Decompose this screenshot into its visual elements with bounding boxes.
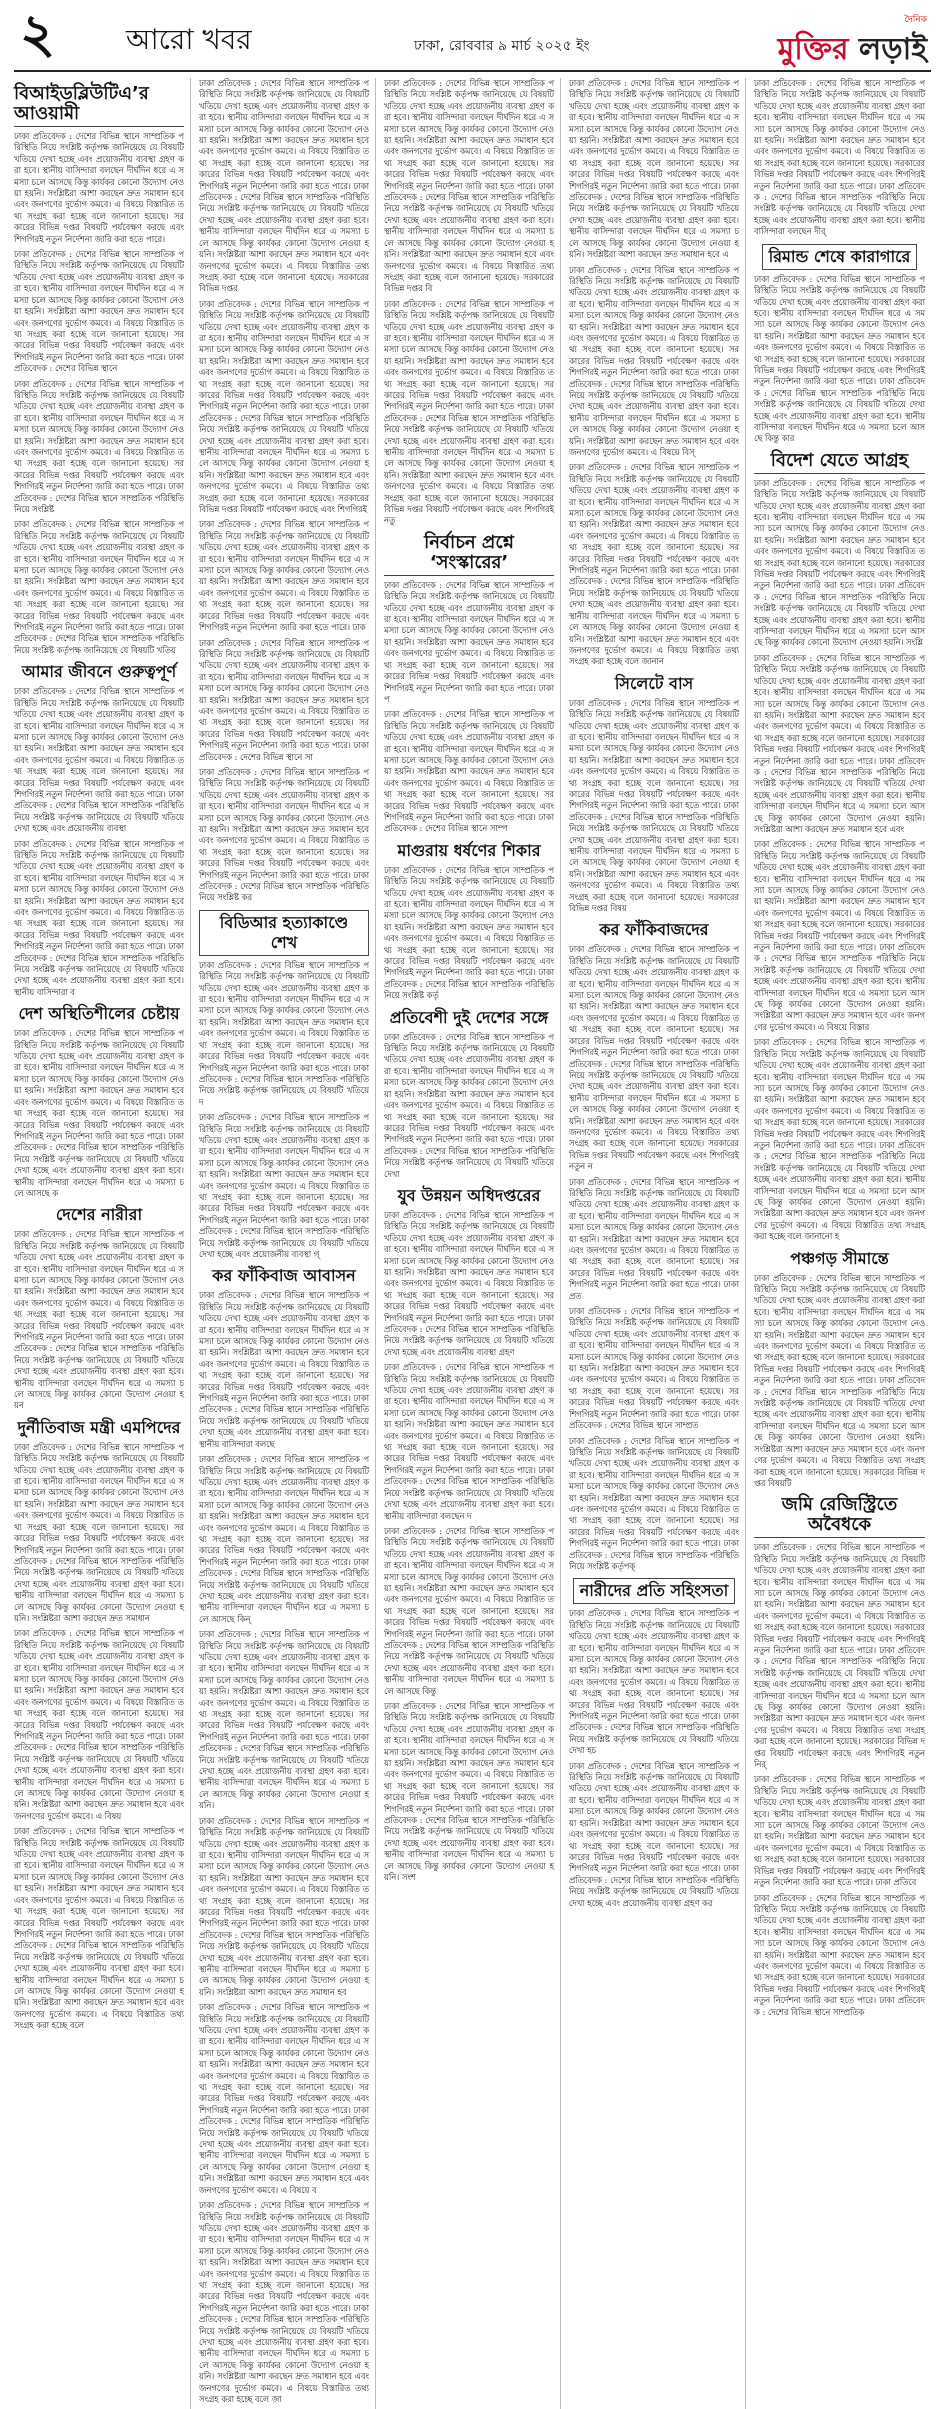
article-body: ঢাকা প্রতিবেদক : দেশের বিভিন্ন স্থানে সাম্প্রতিক পরিস্থিতি নিয়ে সংশ্লিষ্ট কর্তৃপক্ষ জানিয়েছে যে বিষয়টি খতিয়ে দেখা হচ্ছে এবং প্রয়োজনীয় ব্যবস্থা গ্রহণ করা হবে। স্থানীয় বাসিন্দারা বলছেন দীর্ঘদিন ধরে এ সমস্যা চলে আসছে কিন্তু কার্যকর কোনো উদ্যোগ নেওয়া হয়নি। সংশ্লিষ্টরা আশা করছেন দ্রুত সমাধান হবে এবং জনগণের দুর্ভোগ কমবে। এ বিষয়ে বিস্তারিত তথ্য সংগ্রহ করা হচ্ছে বলে জানানো হয়েছে। সরকারের বিভিন্ন দপ্তর বিষয়টি পর্যবেক্ষণ করছে এবং শিগগিরই নতুন নির্দেশনা জারি করা হতে পারে। ঢাকা প্রতিবেদক : দেশের বিভিন্ন স্থানে সাম্প্রতিক পরিস্থিতি নিয়ে সংশ্লিষ্ট কর্তৃপক্ষ জানিয়েছে যে বিষয়টি খতিয়ে দেখা হচ্ছে এবং প্রয়োজনীয় ব্যবস্থা গ্রহণ করা হবে। স্থানীয় বাসিন্দারা বলছেন দ [384,1362,554,1521]
article-body: ঢাকা প্রতিবেদক : দেশের বিভিন্ন স্থানে সাম্প্রতিক পরিস্থিতি নিয়ে সংশ্লিষ্ট কর্তৃপক্ষ জানিয়েছে যে বিষয়টি খতিয়ে দেখা হচ্ছে এবং প্রয়োজনীয় ব্যবস্থা গ্রহণ করা হবে। স্থানীয় বাসিন্দারা বলছেন দীর্ঘদিন ধরে এ সমস্যা চলে আসছে কিন্তু কার্যকর কোনো উদ্যোগ নেওয়া হয়নি। সংশ্লিষ্টরা আশা করছেন দ্রুত সমাধান হবে এবং জনগণের দুর্ভোগ কমবে। এ বিষয়ে বিস্তারিত তথ্য সংগ্রহ করা হচ্ছে বলে জানানো হয়েছে। সরকারের বিভিন্ন দপ্তর বিষয়টি পর্যবেক্ষণ করছে এবং শিগগিরই নতুন নির্দেশনা জারি করা হতে পারে। ঢাকা প্রতিবেদক : দেশের বিভিন্ন স্থানে সাম্প্রতিক পরিস্থিতি নিয়ে সংশ্লিষ্ট কর্তৃপক্ষ জানিয়েছে যে বিষয়টি খতিয়ে দেখা হচ্ছে এবং প্রয়োজনীয় ব্যবস্থা গ্রহণ করা হবে। স্থানীয় বাসিন্দারা বলছেন দীর্ঘদিন ধরে এ সমস্যা চলে আসছে কিন্তু কার্যকর কোনো উদ্যোগ নেওয়া হয়নি। সংশ্লিষ্টরা আশা করছেন দ্রুত সমাধান হবে এবং জনগণের দুর্ভোগ কমবে। এ বিষয়ে বিস্তারিত তথ্য সংগ্রহ করা হচ্ছে বলে জানানো হয়েছে। সরকারের বিভিন্ন দপ্তর বিষয়টি পর্যবেক্ষণ করছে এবং শিগগিরই নতুন ন [569,944,739,1172]
article-body: ঢাকা প্রতিবেদক : দেশের বিভিন্ন স্থানে সাম্প্রতিক পরিস্থিতি নিয়ে সংশ্লিষ্ট কর্তৃপক্ষ জানিয়েছে যে বিষয়টি খতিয়ে দেখা হচ্ছে এবং প্রয়োজনীয় ব্যবস্থা গ্রহণ করা হবে। স্থানীয় বাসিন্দারা বলছেন দীর্ঘদিন ধরে এ সমস্যা চলে আসছে কিন্তু কার্যকর কোনো উদ্যোগ নেওয়া হয়নি। সংশ্লিষ্টরা আশা করছেন দ্রুত সমাধান হবে এবং জনগণের দুর্ভোগ কমবে। এ বিষয়ে বিস্তারিত তথ্য সংগ্রহ করা হচ্ছে বলে জানানো হয়েছে। সরকারের বিভিন্ন দপ্তর বিষয়টি পর্যবেক্ষণ করছে এবং শিগগিরই নতুন নির্দেশনা জারি করা হতে পারে। ঢাকা প্রতিবেদক : দেশের বিভিন্ন স্থানে সাম্প্রতিক পরিস্থিতি নিয়ে সংশ্লিষ্ট কর্তৃপক্ষ জানিয়েছে যে বিষয়টি খতিয়ে দেখা হচ্ছে এবং প্রয়োজনীয় ব্যবস্থা গ্রহণ করা হবে। স্থানীয় বাসিন্দারা ব [14,838,184,997]
article-body: ঢাকা প্রতিবেদক : দেশের বিভিন্ন স্থানে সাম্প্রতিক পরিস্থিতি নিয়ে সংশ্লিষ্ট কর্তৃপক্ষ জানিয়েছে যে বিষয়টি খতিয়ে দেখা হচ্ছে এবং প্রয়োজনীয় ব্যবস্থা গ্রহণ করা হবে। স্থানীয় বাসিন্দারা বলছেন দীর্ঘদিন ধরে এ সমস্যা চলে আসছে কিন্তু কার্যকর কোনো উদ্যোগ নেওয়া হয়নি। সংশ্লিষ্টরা আশা করছেন দ্রুত সমাধান হবে এবং জনগণের দুর্ভোগ কমবে। এ বিষয়ে বিস্তারিত তথ্য সংগ্রহ করা হচ্ছে বলে জানানো হয়েছে। সরকারের বিভিন্ন দপ্তর বিষয়টি পর্যবেক্ষণ করছে এবং শিগগিরই নতুন নির্দেশনা জারি করা হতে পারে। ঢাকা প্রতিবেদক : দেশের বিভিন্ন স্থানে সাম্প্রতিক পরিস্থিতি নিয়ে সংশ্লিষ্ট কর্তৃপক্ষ জানিয়েছে যে বিষয়টি খতিয়ে দেখা হচ্ছে এবং প্রয়োজনীয় ব্যবস্থা গ্রহণ করা হবে। স্থানীয় বাসিন্দারা বলছেন দীর্ঘদিন ধরে এ সমস্যা চলে আসছে কিন্তু কার্যকর কোনো উদ্যোগ নেওয়া হয়নি। সংশ্লিষ্টরা আশা করছেন দ্রুত সমাধান হবে এবং জনগণের দুর্ভোগ কমবে। এ বিষয়ে বিস্তারিত তথ্য সংগ্রহ করা হচ্ছে বলে জানানো হ [754,1037,925,1242]
headline: কর ফাঁকিবাজদের [599,920,709,940]
headline: দুর্নীতিবাজ মন্ত্রী এমপিদের [17,1417,181,1437]
article-body: ঢাকা প্রতিবেদক : দেশের বিভিন্ন স্থানে সাম্প্রতিক পরিস্থিতি নিয়ে সংশ্লিষ্ট কর্তৃপক্ষ জানিয়েছে যে বিষয়টি খতিয়ে দেখা হচ্ছে এবং প্রয়োজনীয় ব্যবস্থা গ্রহণ করা হবে। স্থানীয় বাসিন্দারা বলছেন দীর্ঘদিন ধরে এ সমস্যা চলে আসছে কিন্তু কার্যকর কোনো উদ্যোগ নেওয়া হয়নি। সংশ্লিষ্টরা আশা করছেন দ্রুত সমাধান হবে এবং জনগণের দুর্ভোগ কমবে। এ বিষয়ে বিস্তারিত তথ্য সংগ্রহ করা হচ্ছে বলে জানানো হয়েছে। সরকারের বিভিন্ন দপ্তর বিষয়টি পর্যবেক্ষণ করছে এবং শিগগিরই নতুন নির্দেশনা জারি করা হতে পারে। ঢাকা প্রতিবেদক : দেশের বিভিন্ন স্থানে সাম্প্রতিক পরিস্থিতি নিয়ে সংশ্লিষ্ট কর্তৃপক্ষ জানিয়েছে যে বিষয়টি খতিয়ে দেখা হচ্ছে এবং প্রয়োজনীয় ব্যবস্থা গ্রহণ করা হবে। স্থানীয় বাসিন্দারা বলছেন দীর্ঘদিন ধরে এ সমস্যা চলে আসছে কিন্তু কার্যকর কোনো উদ্যোগ নেওয়া হয়নি। সংশ্লিষ্টরা আশা করছেন দ্রুত সমাধান হবে এবং জনগণের দুর্ভোগ কমবে। এ বিষয়ে বিস্তারিত তথ্য সংগ্রহ করা হচ্ছে বলে জানানো হয়েছে। সরকারের বিভিন্ন দপ্তর বিষয় [569,697,739,914]
article-body: ঢাকা প্রতিবেদক : দেশের বিভিন্ন স্থানে সাম্প্রতিক পরিস্থিতি নিয়ে সংশ্লিষ্ট কর্তৃপক্ষ জানিয়েছে যে বিষয়টি খতিয়ে দেখা হচ্ছে এবং প্রয়োজনীয় ব্যবস্থা গ্রহণ করা হবে। স্থানীয় বাসিন্দারা বলছেন দীর্ঘদিন ধরে এ সমস্যা চলে আসছে কিন্তু কার্যকর কোনো উদ্যোগ নেওয়া হয়নি। সংশ্লিষ্টরা আশা করছেন দ্রুত সমাধান হবে এবং জনগণের দুর্ভোগ কমবে। এ বিষয়ে বিস্তারিত তথ্য সংগ্রহ করা হচ্ছে বলে জানানো হয়েছে। সরকারের বিভিন্ন দপ্তর বিষয়টি পর্যবেক্ষণ করছে এবং শিগগিরই নতুন নির্দেশনা জারি করা হতে পারে। ঢাকা প্রতিবেদক : দেশের বিভিন্ন স্থানে সাম্প্রতিক পরিস্থিতি নিয়ে সংশ্লিষ্ট কর্তৃপক্ষ জানিয়েছে যে বিষয়টি খতিয়ে দ [199,959,369,1107]
article-body: ঢাকা প্রতিবেদক : দেশের বিভিন্ন স্থানে সাম্প্রতিক পরিস্থিতি নিয়ে সংশ্লিষ্ট কর্তৃপক্ষ জানিয়েছে যে বিষয়টি খতিয়ে দেখা হচ্ছে এবং প্রয়োজনীয় ব্যবস্থা গ্রহণ করা হবে। স্থানীয় বাসিন্দারা বলছেন দীর্ঘদিন ধরে এ সমস্যা চলে আসছে কিন্তু কার্যকর কোনো উদ্যোগ নেওয়া হয়নি। সংশ্লিষ্টরা আশা করছেন দ্রুত সমাধান হবে এবং জনগণের দুর্ভোগ কমবে। এ বিষয়ে বিস্তারিত তথ্য সংগ্রহ করা হচ্ছে বলে জানানো হয়েছে। সরকারের বিভিন্ন দপ্তর বিষয়টি পর্যবেক্ষণ করছে এবং শিগগিরই নতুন নির্দেশনা জারি করা হতে পারে। ঢাকা প্রতিবেদক : দেশের বিভিন্ন স্থানে সাম্প্রতিক পরিস্থিতি নিয়ে সংশ্লিষ্ট কর্তৃপক্ষ জানিয়েছে যে বিষয়টি খতিয়ে দেখা হচ্ছে এবং প্রয়োজনীয় ব্যবস্থা [14,686,184,834]
headline: দেশের নারীরা [55,1205,143,1225]
column-5 [754,78,931,2409]
headline: রিমান্ড শেষে কারাগারে [762,244,918,270]
article-body: ঢাকা প্রতিবেদক : দেশের বিভিন্ন স্থানে সাম্প্রতিক পরিস্থিতি নিয়ে সংশ্লিষ্ট কর্তৃপক্ষ জানিয়েছে যে বিষয়টি খতিয়ে দেখা হচ্ছে এবং প্রয়োজনীয় ব্যবস্থা গ্রহণ করা হবে। স্থানীয় বাসিন্দারা বলছেন দীর্ঘদিন ধরে এ সমস্যা চলে আসছে কিন্তু কার্যকর কোনো উদ্যোগ নেওয়া হয়নি। সংশ্লিষ্টরা আশা করছেন দ্রুত সমাধান হবে এবং জনগণের দুর্ভোগ কমবে। এ বিষয়ে বিস্তারিত তথ্য সংগ্রহ করা হচ্ছে বলে জানানো হয়েছে। সরকারের বিভিন্ন দপ্তর বিষয়টি পর্যবেক্ষণ করছে এবং শিগগিরই নতুন নির্দেশনা জারি করা হতে পারে। ঢাকা প্রতিবেদক : দেশের বিভিন্ন স্থানে সাম্প্রতিক [754,1892,925,2017]
headline: মাগুরায় ধর্ষণের শিকার [397,840,541,860]
article-body: ঢাকা প্রতিবেদক : দেশের বিভিন্ন স্থানে সাম্প্রতিক পরিস্থিতি নিয়ে সংশ্লিষ্ট কর্তৃপক্ষ জানিয়েছে যে বিষয়টি খতিয়ে দেখা হচ্ছে এবং প্রয়োজনীয় ব্যবস্থা গ্রহণ করা হবে। স্থানীয় বাসিন্দারা বলছেন দীর্ঘদিন ধরে এ সমস্যা চলে আসছে কিন্তু কার্যকর কোনো উদ্যোগ নেওয়া হয়নি। সংশ্লিষ্টরা আশা করছেন দ্রুত সমাধান হবে এবং জনগণের দুর্ভোগ কমবে। এ বিষয়ে বিস্তারিত তথ্য সংগ্রহ করা হচ্ছে বলে জানানো হয়েছে। সরকারের বিভিন্ন দপ্তর বিষয়টি পর্যবেক্ষণ করছে এবং শিগগিরই নতুন নির্দেশনা জারি করা হতে পারে। ঢাকা প্রতিবেদক : দেশের বিভিন্ন স্থানে সাম্প্রতিক পরিস্থিতি নিয়ে সংশ্লিষ্ট কর্তৃপক্ষ জানিয়েছে যে বিষয়টি খতিয়ে দেখা হচ্ছে এবং প্রয়োজনীয় ব্যবস্থা গ্রহণ করা হবে। স্থানীয় বাসিন্দারা বলছেন দীর্ঘদিন ধরে এ সমস্যা চলে আসছে কিন্ [199,1454,369,1624]
article-body: ঢাকা প্রতিবেদক : দেশের বিভিন্ন স্থানে সাম্প্রতিক পরিস্থিতি নিয়ে সংশ্লিষ্ট কর্তৃপক্ষ জানিয়েছে যে বিষয়টি খতিয়ে দেখা হচ্ছে এবং প্রয়োজনীয় ব্যবস্থা গ্রহণ করা হবে। স্থানীয় বাসিন্দারা বলছেন দীর্ঘদিন ধরে এ সমস্যা চলে আসছে কিন্তু কার্যকর কোনো উদ্যোগ নেওয়া হয়নি। সংশ্লিষ্টরা আশা করছেন দ্রুত সমাধান হবে এবং জনগণের দুর্ভোগ কমবে। এ বিষয়ে বিস্তারিত তথ্য সংগ্রহ করা হচ্ছে বলে জানানো হয়েছে। সরকারের বিভিন্ন দপ্তর বিষয়টি পর্যবেক্ষণ করছে এবং শিগগিরই নতুন নির্দেশনা জারি করা হতে পারে। ঢাকা প্রতিবেদক : দেশের বিভিন্ন স্থানে সাম্প্রতিক পরিস্থিতি নিয়ে সংশ্লিষ্ট কর্তৃপক্ষ জানিয়েছে যে বিষয়টি খতিয়ে দেখা হচ্ছে এবং প্রয়োজনীয় ব্যবস্থা গ্রহণ করা হবে। স্থানীয় বাসিন্দারা বলছেন দীর্ঘদিন ধরে এ সমস্যা চলে আসছে কিন্তু কার্যকর কোনো উদ্যোগ নেওয়া হয়নি। সংশ্লিষ্টরা আশা করছেন দ্রুত সমাধান হবে এবং জনগণের দুর্ভোগ কমবে। এ বিষয়ে বিস্তারিত তথ্য সংগ্রহ করা হচ্ছে বলে জানানো হয়েছে। সরকারের বিভিন্ন দপ্তর বিষয়টি পর্যবেক্ষণ করছে এবং শিগগিরই নতুন নির্ [754,1542,925,1770]
headline: পঞ্চগড় সীমান্তে [790,1248,889,1268]
headline: নির্বাচন প্রশ্নে ‘সংস্কারের’ [384,533,554,576]
article-body: ঢাকা প্রতিবেদক : দেশের বিভিন্ন স্থানে সাম্প্রতিক পরিস্থিতি নিয়ে সংশ্লিষ্ট কর্তৃপক্ষ জানিয়েছে যে বিষয়টি খতিয়ে দেখা হচ্ছে এবং প্রয়োজনীয় ব্যবস্থা গ্রহণ করা হবে। স্থানীয় বাসিন্দারা বলছেন দীর্ঘদিন ধরে এ সমস্যা চলে আসছে কিন্তু কার্যকর কোনো উদ্যোগ নেওয়া হয়নি। সংশ্লিষ্টরা আশা করছেন দ্রুত সমাধান হবে এবং জনগণের দুর্ভোগ কমবে। এ বিষয়ে বিস্তারিত তথ্য সংগ্রহ করা হচ্ছে বলে জানানো হয়েছে। সরকারের বিভিন্ন দপ্তর বিষয়টি পর্যবেক্ষণ করছে এবং শিগগিরই নতুন নির্দেশনা জারি করা হতে পারে। ঢাকা প্রতিবেদক : দেশের বিভিন্ন স্থানে সাম্প্রতিক পরিস্থিতি নিয়ে সংশ্লিষ্ট কর্তৃপক্ষ জানিয়েছে যে বিষয়টি খতিয়ে দেখা হচ্ছে এবং প্রয়োজনীয় ব্যবস্থা গ্রহণ করা হবে। স্থানীয় বাসিন্দারা বলছেন দীর্ঘদিন ধরে এ সমস্যা চলে আসছে ক [14,1028,184,1198]
headline: বিদেশ যেতে আগ্রহ [754,451,925,474]
article-body: ঢাকা প্রতিবেদক : দেশের বিভিন্ন স্থানে সাম্প্রতিক পরিস্থিতি নিয়ে সংশ্লিষ্ট কর্তৃপক্ষ জানিয়েছে যে বিষয়টি খতিয়ে দেখা হচ্ছে এবং প্রয়োজনীয় ব্যবস্থা গ্রহণ করা হবে। স্থানীয় বাসিন্দারা বলছেন দীর্ঘদিন ধরে এ সমস্যা চলে আসছে কিন্তু কার্যকর কোনো উদ্যোগ নেওয়া হয়নি। সংশ্লিষ্টরা আশা করছেন দ্রুত সমাধান হবে এবং জনগণের দুর্ভোগ কমবে। এ বিষয়ে বিস্তারিত তথ্য সংগ্রহ করা হচ্ছে বলে জানানো হয়েছে। সরকারের বিভিন্ন দপ্তর বিষয়টি পর্যবেক্ষণ করছে এবং শিগগিরই নতুন নির্দেশনা জারি করা হতে পারে। ঢাকা প্রতিবেদক : দেশের বিভিন্ন স্থানে সাম্প্রতিক পরিস্থিতি নিয়ে সংশ্লিষ্ট কর্তৃপক্ষ জানিয়েছে যে বিষয়টি খতিয়ে দেখা হচ্ছে এবং প্রয়োজনীয় ব্যবস্থা গ্রহণ করা হবে। স্থানীয় বাসিন্দারা বলছেন দীর্ঘদিন ধরে এ সমস্যা চলে আসছে কিন্তু কার্যকর কোনো উদ্যোগ নেওয়া হয়নি। সংশ [384,1701,554,1883]
article-body: ঢাকা প্রতিবেদক : দেশের বিভিন্ন স্থানে সাম্প্রতিক পরিস্থিতি নিয়ে সংশ্লিষ্ট কর্তৃপক্ষ জানিয়েছে যে বিষয়টি খতিয়ে দেখা হচ্ছে এবং প্রয়োজনীয় ব্যবস্থা গ্রহণ করা হবে। স্থানীয় বাসিন্দারা বলছেন দীর্ঘদিন ধরে এ সমস্যা চলে আসছে কিন্তু কার্যকর কোনো উদ্যোগ নেওয়া হয়নি। সংশ্লিষ্টরা আশা করছেন দ্রুত সমাধান হবে এবং জনগণের দুর্ভোগ কমবে। এ বিষয়ে বিস্তারিত তথ্য সংগ্রহ করা হচ্ছে বলে জানানো হয়েছে। সরকারের বিভিন্ন দপ্তর বিষয়টি পর্যবেক্ষণ করছে এবং শিগগিরই নতুন নির্দেশনা জারি করা হতে পারে। ঢাকা প্রত [569,1176,739,1301]
article-body: ঢাকা প্রতিবেদক : দেশের বিভিন্ন স্থানে সাম্প্রতিক পরিস্থিতি নিয়ে সংশ্লিষ্ট কর্তৃপক্ষ জানিয়েছে যে বিষয়টি খতিয়ে দেখা হচ্ছে এবং প্রয়োজনীয় ব্যবস্থা গ্রহণ করা হবে। স্থানীয় বাসিন্দারা বলছেন দীর্ঘদিন ধরে এ সমস্যা চলে আসছে কিন্তু কার্যকর কোনো উদ্যোগ নেওয়া হয়নি। সংশ্লিষ্টরা আশা করছেন দ্রুত সমাধান হবে এবং জনগণের দুর্ভোগ কমবে। এ বিষয়ে বিস্তারিত তথ্য সংগ্রহ করা হচ্ছে বলে জানানো হয়েছে। সরকারের বিভিন্ন দপ্তর বিষয়টি পর্যবেক্ষণ করছে এবং শিগগিরই নতুন নির্দেশনা জারি করা হতে পারে। ঢাকা প্রতিবেদক : দেশের বিভিন্ন স্থানে সাম্প্রতিক পরিস্থিতি নিয়ে সংশ্লিষ্ট কর্তৃপক্ষ জানিয়েছে যে বিষয়টি খতিয়ে দেখা হচ্ছে এবং প্রয়োজনীয় ব্যবস্থা গ্রহণ করা হবে। স্থানীয় বাসিন্দারা বলছেন দীর্ঘদিন ধরে এ সমস্যা চলে আসছে কিন্তু কার্যকর কোনো উদ্যোগ নেওয়া হয়নি। সংশ্লিষ্টরা আশা করছেন দ্রুত সমাধান হব [199,1815,369,1997]
headline: দেশ অস্থিতিশীলের চেষ্টায় [18,1004,180,1024]
headline: কর ফাঁকিবাজ আবাসন [212,1266,356,1286]
column-1 [14,78,191,2409]
article-body: ঢাকা প্রতিবেদক : দেশের বিভিন্ন স্থানে সাম্প্রতিক পরিস্থিতি নিয়ে সংশ্লিষ্ট কর্তৃপক্ষ জানিয়েছে যে বিষয়টি খতিয়ে দেখা হচ্ছে এবং প্রয়োজনীয় ব্যবস্থা গ্রহণ করা হবে। স্থানীয় বাসিন্দারা বলছেন দীর্ঘদিন ধরে এ সমস্যা চলে আসছে কিন্তু কার্যকর কোনো উদ্যোগ নেওয়া হয়নি। সংশ্লিষ্টরা আশা করছেন দ্রুত সমাধান হবে এবং জনগণের দুর্ভোগ কমবে। এ বিষয়ে বিস্তারিত তথ্য সংগ্রহ করা হচ্ছে বলে জানানো হয়েছে। সরকারের বিভিন্ন দপ্তর বিষয়টি পর্যবেক্ষণ করছে এবং শিগগিরই নতুন নির্দেশনা জারি করা হতে পারে। ঢাকা প্রতিবেদক : দেশের বিভিন্ন স্থানে সাম্প্রতিক পরিস্থিতি নিয়ে সংশ্লিষ্ট কর্তৃপক্ষ জানিয়েছে যে বিষয়টি খতিয়ে দেখা হচ্ছে এবং প্রয়োজনীয় ব্যবস্থা গ্রহণ করা হবে। স্থানীয় বাসিন্দারা বলছেন দীর্ঘদিন ধরে এ সমস্যা চলে আসছে কিন্তু কার্যকর কোনো উদ্যোগ নেওয়া হয়নি। সংশ্লিষ্টরা আশা করছেন দ্রুত সমাধান হবে এবং জনগণের দুর্ভোগ কমবে। এ বিষয়ে বিস্ [569,264,739,457]
article-body: ঢাকা প্রতিবেদক : দেশের বিভিন্ন স্থানে সাম্প্রতিক পরিস্থিতি নিয়ে সংশ্লিষ্ট কর্তৃপক্ষ জানিয়েছে যে বিষয়টি খতিয়ে দেখা হচ্ছে এবং প্রয়োজনীয় ব্যবস্থা গ্রহণ করা হবে। স্থানীয় বাসিন্দারা বলছেন দীর্ঘদিন ধরে এ সমস্যা চলে আসছে কিন্তু কার্যকর কোনো উদ্যোগ নেওয়া হয়নি। সংশ্লিষ্টরা আশা করছেন দ্রুত সমাধান হবে এবং জনগণের দুর্ভোগ কমবে। এ বিষয়ে বিস্তারিত তথ্য সংগ্রহ করা হচ্ছে বলে জানানো হয়েছে। সরকারের বিভিন্ন দপ্তর বিষয়টি পর্যবেক্ষণ করছে এবং শিগগিরই নতুন নির্দেশনা জারি করা হতে পারে। ঢাকা প্রতিবেদক : দেশের বিভিন্ন স্থানে সাম্প্রতিক পরিস্থিতি নিয়ে সংশ্লিষ্ট কর্তৃপক্ষ জানিয়েছে যে বিষয়টি খতিয়ে দেখা হচ্ছে এবং প্রয়োজনীয় ব্যবস্থা গ্রহণ করা হবে। স্থানীয় বাসিন্দারা বলছেন দীর্ঘদিন ধরে এ সমস্যা চলে আসছে কিন্তু [384,1525,554,1696]
headline: বিডিআর হত্যাকাণ্ডে শেখ [199,910,369,956]
article-body: ঢাকা প্রতিবেদক : দেশের বিভিন্ন স্থানে সাম্প্রতিক পরিস্থিতি নিয়ে সংশ্লিষ্ট কর্তৃপক্ষ জানিয়েছে যে বিষয়টি খতিয়ে দেখা হচ্ছে এবং প্রয়োজনীয় ব্যবস্থা গ্রহণ করা হবে। স্থানীয় বাসিন্দারা বলছেন দীর্ঘদিন ধরে এ সমস্যা চলে আসছে কিন্তু কার্যকর কোনো উদ্যোগ নেওয়া হয়নি। সংশ্লিষ্টরা আশা করছেন দ্রুত সমাধান হবে এবং জনগণের দুর্ভোগ কমবে। এ বিষয়ে বিস্তারিত তথ্য সংগ্রহ করা হচ্ছে বলে জানানো হয়েছে। সরকারের বিভিন্ন দপ্তর বিষয়টি পর্যবেক্ষণ করছে এবং শিগগিরই নতুন নির্দেশনা জারি করা হতে পারে। ঢাকা প্রতিবেদক : দেশের বিভিন্ন স্থানে সাম্প্রতিক পরিস্থিতি নিয়ে সংশ্লিষ্ট কর্তৃপক্ষ জানিয়েছে যে বিষয়টি খতিয়ে দেখা হচ্ছে এবং প্রয়োজনীয় ব্যবস্থা গ্রহণ করা হবে। স্থানীয় বাসিন্দারা বলছেন দীর্ [754,78,925,237]
article-body: ঢাকা প্রতিবেদক : দেশের বিভিন্ন স্থানে সাম্প্রতিক পরিস্থিতি নিয়ে সংশ্লিষ্ট কর্তৃপক্ষ জানিয়েছে যে বিষয়টি খতিয়ে দেখা হচ্ছে এবং প্রয়োজনীয় ব্যবস্থা গ্রহণ করা হবে। স্থানীয় বাসিন্দারা বলছেন দীর্ঘদিন ধরে এ সমস্যা চলে আসছে কিন্তু কার্যকর কোনো উদ্যোগ নেওয়া হয়নি। সংশ্লিষ্টরা আশা করছেন দ্রুত সমাধান হবে এবং জনগণের দুর্ভোগ কমবে। এ বিষয়ে বিস্তারিত তথ্য সংগ্রহ করা হচ্ছে বলে জানানো হয়েছে। সরকারের বিভিন্ন দপ্তর বিষয়টি পর্যবেক্ষণ করছে এবং শিগগিরই নতুন নির্দেশনা জারি করা হতে পারে। ঢাকা প্রতিবেদক : দেশের বিভিন্ন স্থানে সাম্প্রতিক পরিস্থিতি নিয়ে সংশ্লিষ্ট কর্তৃপক্ষ জানিয়েছে যে বিষয়টি খতিয়ে দেখা হচ্ছে এবং প্রয়োজনীয় ব্যবস্থা গ্রহণ করা হবে। স্থানীয় বাসিন্দারা বলছেন দীর্ঘদিন ধরে এ সমস্যা চলে আসছে কিন্তু কার [754,273,925,444]
article-body: ঢাকা প্রতিবেদক : দেশের বিভিন্ন স্থানে সাম্প্রতিক পরিস্থিতি নিয়ে সংশ্লিষ্ট কর্তৃপক্ষ জানিয়েছে যে বিষয়টি খতিয়ে দেখা হচ্ছে এবং প্রয়োজনীয় ব্যবস্থা গ্রহণ করা হবে। স্থানীয় বাসিন্দারা বলছেন দীর্ঘদিন ধরে এ সমস্যা চলে আসছে কিন্তু কার্যকর কোনো উদ্যোগ নেওয়া হয়নি। সংশ্লিষ্টরা আশা করছেন দ্রুত সমাধান হবে এবং জনগণের দুর্ভোগ কমবে। এ বিষয়ে বিস্তারিত তথ্য সংগ্রহ করা হচ্ছে বলে জানানো হয়েছে। সরকারের বিভিন্ন দপ্তর বিষয়টি পর্যবেক্ষণ করছে এবং শিগগিরই নতুন নির্দেশনা জারি করা হতে পারে। ঢাকা প্রতিবেদক : দেশের বিভিন্ন স্থানে সাম্প্রতিক পরিস্থিতি নিয়ে সংশ্লিষ্ট কর্তৃপক্ষ জানিয়েছে যে বিষয়টি খতিয়ে দেখা হচ্ছে এবং প্রয়োজনীয় ব্যবস্থা গ্রহণ করা হবে। স্থানীয় বাসিন্দারা বলছেন দীর্ঘদিন ধরে এ সমস্যা চলে আসছে কিন্তু কার্যকর কোনো উদ্যোগ নেওয়া হয়নি। সংশ্লিষ্টরা আশা করছেন দ্রুত সমাধান হবে এবং জনগণের দুর্ভোগ কমবে। এ বিষয়ে বিস্তারিত তথ্য সংগ্রহ করা হচ্ছে বলে জানানো হয়েছে। সরকারের বিভিন্ন দপ্তর বিষয়টি পর্যবেক্ষণ করছে এবং শিগগিরই [199,298,369,515]
headline: বিআইডব্লিউটিএ’র আওয়ামী [14,84,184,127]
column-2 [199,78,376,2409]
article-body: ঢাকা প্রতিবেদক : দেশের বিভিন্ন স্থানে সাম্প্রতিক পরিস্থিতি নিয়ে সংশ্লিষ্ট কর্তৃপক্ষ জানিয়েছে যে বিষয়টি খতিয়ে দেখা হচ্ছে এবং প্রয়োজনীয় ব্যবস্থা গ্রহণ করা হবে। স্থানীয় বাসিন্দারা বলছেন দীর্ঘদিন ধরে এ সমস্যা চলে আসছে কিন্তু কার্যকর কোনো উদ্যোগ নেওয়া হয়নি। সংশ্লিষ্টরা আশা করছেন দ্রুত সমাধান হবে এবং জনগণের দুর্ভোগ কমবে। এ বিষয়ে বিস্তারিত তথ্য সংগ্রহ করা হচ্ছে বলে জানানো হয়েছে। সরকারের বিভিন্ন দপ্তর বিষয়টি পর্যবেক্ষণ করছে এবং শিগগিরই নতুন নির্দেশনা জারি করা হতে পারে। ঢাকা প্রতিবেদক : দেশের বিভিন্ন স্থানে সাম্প্রতিক পরিস্থিতি নিয়ে সংশ্লিষ্ট কর্তৃপক্ষ জানিয়েছে যে বিষয়টি খতিয়ে দেখা হচ্ছে এবং প্রয়োজনীয় ব্যবস্থা গ্ [199,1112,369,1259]
article-body: ঢাকা প্রতিবেদক : দেশের বিভিন্ন স্থানে সাম্প্রতিক পরিস্থিতি নিয়ে সংশ্লিষ্ট কর্তৃপক্ষ জানিয়েছে যে বিষয়টি খতিয়ে দেখা হচ্ছে এবং প্রয়োজনীয় ব্যবস্থা গ্রহণ করা হবে। স্থানীয় বাসিন্দারা বলছেন দীর্ঘদিন ধরে এ সমস্যা চলে আসছে কিন্তু কার্যকর কোনো উদ্যোগ নেওয়া হয়নি। সংশ্লিষ্টরা আশা করছেন দ্রুত সমাধান হবে এবং জনগণের দুর্ভোগ কমবে। এ বিষয়ে বিস্তারিত তথ্য সংগ্রহ করা হচ্ছে বলে জানানো হয়েছে। সরকারের বিভিন্ন দপ্তর বিষয়টি পর্যবেক্ষণ করছে এবং শিগগিরই নতুন নির্দেশনা জারি করা হতে পারে। ঢাকা প্রতিবেদক : দেশের বিভিন্ন স্থানে সাম্প্রতিক পরিস্থিতি নিয়ে সংশ্লিষ্ট কর্তৃপক্ষ জানিয়েছে যে বিষয়টি খতিয়ে দেখা হচ্ছে এবং প্রয়োজনীয় ব্যবস্থা গ্রহণ করা হবে। স্থানীয় বাসিন্দারা বলছেন দীর্ঘদিন ধরে এ সমস্যা চলে আসছে কিন্তু কার্যকর কোনো উদ্যোগ নেওয়া হয়নি। [199,1629,369,1811]
article-body: ঢাকা প্রতিবেদক : দেশের বিভিন্ন স্থানে সাম্প্রতিক পরিস্থিতি নিয়ে সংশ্লিষ্ট কর্তৃপক্ষ জানিয়েছে যে বিষয়টি খতিয়ে দেখা হচ্ছে এবং প্রয়োজনীয় ব্যবস্থা গ্রহণ করা হবে। স্থানীয় বাসিন্দারা বলছেন দীর্ঘদিন ধরে এ সমস্যা চলে আসছে কিন্তু কার্যকর কোনো উদ্যোগ নেওয়া হয়নি। সংশ্লিষ্টরা আশা করছেন দ্রুত সমাধান হবে এবং জনগণের দুর্ভোগ কমবে। এ বিষয়ে বিস্তারিত তথ্য সংগ্রহ করা হচ্ছে বলে জানানো হয়েছে। সরকারের বিভিন্ন দপ্তর বিষয়টি পর্যবেক্ষণ করছে এবং শিগগিরই নতুন নির্দেশনা জারি করা হতে পারে। ঢাকা প্রতিবেদক : দেশের বিভিন্ন স্থানে সাম্প্রতিক পরিস্থিতি নিয়ে সংশ্লিষ্ট কর্তৃপক্ষ জানিয়েছে যে বিষয়টি খতিয়ে দেখা হচ্ছে এবং প্রয়োজনীয় ব্যবস্থা গ্রহণ করা হবে। স্থানীয় বাসিন্দারা বলছেন দীর্ঘদিন ধরে এ সমস্যা চলে আসছে কিন্তু কার্যকর কোনো উদ্যোগ নেওয়া হয়নি। সংশ্লিষ্টরা আশা করছেন দ্রুত সমাধান হবে এবং [754,652,925,834]
article-body: ঢাকা প্রতিবেদক : দেশের বিভিন্ন স্থানে সাম্প্রতিক পরিস্থিতি নিয়ে সংশ্লিষ্ট কর্তৃপক্ষ জানিয়েছে যে বিষয়টি খতিয়ে দেখা হচ্ছে এবং প্রয়োজনীয় ব্যবস্থা গ্রহণ করা হবে। স্থানীয় বাসিন্দারা বলছেন দীর্ঘদিন ধরে এ সমস্যা চলে আসছে কিন্তু কার্যকর কোনো উদ্যোগ নেওয়া হয়নি। সংশ্লিষ্টরা আশা করছেন দ্রুত সমাধান হবে এবং জনগণের দুর্ভোগ কমবে। এ বিষয়ে বিস্তারিত তথ্য সংগ্রহ করা হচ্ছে বলে জানানো হয়েছে। সরকারের বিভিন্ন দপ্তর বিষয়টি পর্যবেক্ষণ করছে এবং শিগগিরই নতুন নির্দেশনা জারি করা হতে পারে। ঢাকা প্রতিবেদক : দেশের বিভিন্ন স্থানে সাম্প্রতিক পরিস্থিতি নিয়ে সংশ্লিষ্ট কর্তৃপক্ষ জানিয়েছে যে বিষয়টি খতিয়ে দেখা হচ্ছে এবং প্রয়োজনীয় ব্যবস্থা গ্রহণ করা হবে। স্থানীয় বাসিন্দারা বলছেন দীর্ঘদিন ধরে এ সমস্যা চলে আসছে কিন্তু কার্যকর কোনো উদ্যোগ নেওয়া হয়নি। সংশ্লিষ্টরা আশা করছেন দ্রুত সমাধান হবে এবং জনগণের দুর্ভোগ কমবে। এ বিষয়ে বিস্তারিত তথ্য সংগ্রহ করা হচ্ছে বলে জানানো হয়েছে। সরকারের বিভিন্ন দপ্তর বি [384,78,554,294]
newspaper-logo [778,12,927,76]
article-body: ঢাকা প্রতিবেদক : দেশের বিভিন্ন স্থানে সাম্প্রতিক পরিস্থিতি নিয়ে সংশ্লিষ্ট কর্তৃপক্ষ জানিয়েছে যে বিষয়টি খতিয়ে দেখা হচ্ছে এবং প্রয়োজনীয় ব্যবস্থা গ্রহণ করা হবে। স্থানীয় বাসিন্দারা বলছেন দীর্ঘদিন ধরে এ সমস্যা চলে আসছে কিন্তু কার্যকর কোনো উদ্যোগ নেওয়া হয়নি। সংশ্লিষ্টরা আশা করছেন দ্রুত সমাধান হবে এবং জনগণের দুর্ভোগ কমবে। এ বিষয়ে বিস্তারিত তথ্য সংগ্রহ করা হচ্ছে বলে জানানো হয়েছে। সরকারের বিভিন্ন দপ্তর বিষয়টি পর্যবেক্ষণ করছে এবং শিগগিরই নতুন নির্দেশনা জারি করা হতে পারে। ঢাকা প্রতিবে [754,1774,925,1888]
headline: নারীদের প্রতি সহিংসতা [573,1578,736,1604]
article-body: ঢাকা প্রতিবেদক : দেশের বিভিন্ন স্থানে সাম্প্রতিক পরিস্থিতি নিয়ে সংশ্লিষ্ট কর্তৃপক্ষ জানিয়েছে যে বিষয়টি খতিয়ে দেখা হচ্ছে এবং প্রয়োজনীয় ব্যবস্থা গ্রহণ করা হবে। স্থানীয় বাসিন্দারা বলছেন দীর্ঘদিন ধরে এ সমস্যা চলে আসছে কিন্তু কার্যকর কোনো উদ্যোগ নেওয়া হয়নি। সংশ্লিষ্টরা আশা করছেন দ্রুত সমাধান হবে এবং জনগণের দুর্ভোগ কমবে। এ বিষয়ে বিস্তারিত তথ্য সংগ্রহ করা হচ্ছে বলে জানানো হয়েছে। সরকারের বিভিন্ন দপ্তর বিষয়টি পর্যবেক্ষণ করছে এবং শিগগিরই নতুন নির্দেশনা জারি করা হতে পারে। ঢাকা প্রতিবেদক : দেশের বিভিন্ন স্থানে সা [199,637,369,762]
article-body: ঢাকা প্রতিবেদক : দেশের বিভিন্ন স্থানে সাম্প্রতিক পরিস্থিতি নিয়ে সংশ্লিষ্ট কর্তৃপক্ষ জানিয়েছে যে বিষয়টি খতিয়ে দেখা হচ্ছে এবং প্রয়োজনীয় ব্যবস্থা গ্রহণ করা হবে। স্থানীয় বাসিন্দারা বলছেন দীর্ঘদিন ধরে এ সমস্যা চলে আসছে কিন্তু কার্যকর কোনো উদ্যোগ নেওয়া হয়নি। সংশ্লিষ্টরা আশা করছেন দ্রুত সমাধান হবে এবং জনগণের দুর্ভোগ কমবে। এ বিষয়ে বিস্তারিত তথ্য সংগ্রহ করা হচ্ছে বলে জানানো হয়েছে। সরকারের বিভিন্ন দপ্তর বিষয়টি পর্যবেক্ষণ করছে এবং শিগগিরই নতুন নির্দেশনা জারি করা হতে পারে। ঢাকা প্রতিবেদক : দেশের বিভিন্ন স্থানে সাম্প্রতিক পরিস্থিতি নিয়ে সংশ্লিষ্ট কর্তৃপক্ষ জানিয়েছে যে বিষয়টি খতিয়ে দেখা হচ [569,1608,739,1756]
article-body: ঢাকা প্রতিবেদক : দেশের বিভিন্ন স্থানে সাম্প্রতিক পরিস্থিতি নিয়ে সংশ্লিষ্ট কর্তৃপক্ষ জানিয়েছে যে বিষয়টি খতিয়ে দেখা হচ্ছে এবং প্রয়োজনীয় ব্যবস্থা গ্রহণ করা হবে। স্থানীয় বাসিন্দারা বলছেন দীর্ঘদিন ধরে এ সমস্যা চলে আসছে কিন্তু কার্যকর কোনো উদ্যোগ নেওয়া হয়নি। সংশ্লিষ্টরা আশা করছেন দ্রুত সমাধান হবে এবং জনগণের দুর্ভোগ কমবে। এ বিষয়ে বিস্তারিত তথ্য সংগ্রহ করা হচ্ছে বলে জানানো হয়েছে। সরকারের বিভিন্ন দপ্তর বিষয়টি পর্যবেক্ষণ করছে এবং শিগগিরই নতুন নির্দেশনা জারি করা হতে পারে। ঢাকা প্রতিবেদক : দেশের বিভিন্ন স্থানে সাম্প [384,709,554,834]
column-4 [569,78,746,2409]
article-body: ঢাকা প্রতিবেদক : দেশের বিভিন্ন স্থানে সাম্প্রতিক পরিস্থিতি নিয়ে সংশ্লিষ্ট কর্তৃপক্ষ জানিয়েছে যে বিষয়টি খতিয়ে দেখা হচ্ছে এবং প্রয়োজনীয় ব্যবস্থা গ্রহণ করা হবে। স্থানীয় বাসিন্দারা বলছেন দীর্ঘদিন ধরে এ সমস্যা চলে আসছে কিন্তু কার্যকর কোনো উদ্যোগ নেওয়া হয়নি। সংশ্লিষ্টরা আশা করছেন দ্রুত সমাধান হবে এবং জনগণের দুর্ভোগ কমবে। এ বিষয়ে বিস্তারিত তথ্য সংগ্রহ করা হচ্ছে বলে জানানো হয়েছে। সরকারের বিভিন্ন দপ্তর বিষয়টি পর্যবেক্ষণ করছে এবং শিগগিরই নতুন নির্দেশনা জারি করা হতে পারে। ঢাকা প্রতিবেদক : দেশের বিভিন্ন স্থানে সাম্প্রতিক পরিস্থিতি নিয়ে সংশ্লিষ্ট কর্তৃপক্ [569,1435,739,1571]
article-body: ঢাকা প্রতিবেদক : দেশের বিভিন্ন স্থানে সাম্প্রতিক পরিস্থিতি নিয়ে সংশ্লিষ্ট কর্তৃপক্ষ জানিয়েছে যে বিষয়টি খতিয়ে দেখা হচ্ছে এবং প্রয়োজনীয় ব্যবস্থা গ্রহণ করা হবে। স্থানীয় বাসিন্দারা বলছেন দীর্ঘদিন ধরে এ সমস্যা চলে আসছে কিন্তু কার্যকর কোনো উদ্যোগ নেওয়া হয়নি। সংশ্লিষ্টরা আশা করছেন দ্রুত সমাধান হবে এবং জনগণের দুর্ভোগ কমবে। এ বিষয়ে বিস্তারিত তথ্য সংগ্রহ করা হচ্ছে বলে জানানো হয়েছে। সরকারের বিভিন্ন দপ্তর বিষয়টি পর্যবেক্ষণ করছে এবং শিগগিরই নতুন নির্দেশনা জারি করা হতে পারে। ঢাকা প্রতিবেদক : দেশের বিভিন্ন স্থানে সাম্প্রতিক পরিস্থিতি নিয়ে সংশ্লিষ্ট কর [199,766,369,903]
headline: প্রতিবেশী দুই দেশের সঙ্গে [389,1007,549,1027]
logo-text: মুক্তির লড়াই [777,32,927,67]
masthead [14,0,931,72]
article-body: ঢাকা প্রতিবেদক : দেশের বিভিন্ন স্থানে সাম্প্রতিক পরিস্থিতি নিয়ে সংশ্লিষ্ট কর্তৃপক্ষ জানিয়েছে যে বিষয়টি খতিয়ে দেখা হচ্ছে এবং প্রয়োজনীয় ব্যবস্থা গ্রহণ করা হবে। স্থানীয় বাসিন্দারা বলছেন দীর্ঘদিন ধরে এ সমস্যা চলে আসছে কিন্তু কার্যকর কোনো উদ্যোগ নেওয়া হয়নি। সংশ্লিষ্টরা আশা করছেন দ্রুত সমাধান হবে এবং জনগণের দুর্ভোগ কমবে। এ বিষয়ে বিস্তারিত তথ্য সংগ্রহ করা হচ্ছে বলে জানানো হয়েছে। সরকারের বিভিন্ন দপ্তর বিষয়টি পর্যবেক্ষণ করছে এবং শিগগিরই নতুন নির্দেশনা জারি করা হতে পারে। ঢাকা প্রতিবেদক : দেশের বিভিন্ন স্থানে সাম্প্রতিক পরিস্থিতি নিয়ে সংশ্লিষ্ট কর্তৃপক্ষ জানিয়েছে যে বিষয়টি খতিয়ে দেখা হচ্ছে এবং প্রয়োজনীয় ব্যবস্থা গ্রহণ করা হবে। স্থানীয় বাসিন্দারা বলছেন দীর্ঘদিন ধরে এ সমস্যা চলে আসছে কিন্তু কার্যকর কোনো উদ্যোগ নেওয়া হয়নি। সংশ্লিষ্টরা আশা করছেন দ্রুত সমাধান হবে এবং জনগণের দুর্ভোগ কমবে। এ বিষয় [14,1628,184,1821]
article-body: ঢাকা প্রতিবেদক : দেশের বিভিন্ন স্থানে সাম্প্রতিক পরিস্থিতি নিয়ে সংশ্লিষ্ট কর্তৃপক্ষ জানিয়েছে যে বিষয়টি খতিয়ে দেখা হচ্ছে এবং প্রয়োজনীয় ব্যবস্থা গ্রহণ করা হবে। স্থানীয় বাসিন্দারা বলছেন দীর্ঘদিন ধরে এ সমস্যা চলে আসছে কিন্তু কার্যকর কোনো উদ্যোগ নেওয়া হয়নি। সংশ্লিষ্টরা আশা করছেন দ্রুত সমাধান হবে এবং জনগণের দুর্ভোগ কমবে। এ বিষয়ে বিস্তারিত তথ্য সংগ্রহ করা হচ্ছে বলে জানানো হয়েছে। সরকারের বিভিন্ন দপ্তর বিষয়টি পর্যবেক্ষণ করছে এবং শিগগিরই নতুন নির্দেশনা জারি করা হতে পারে। ঢাকা প্রতিবেদক : দেশের বিভিন্ন স্থানে [14,249,184,374]
article-body: ঢাকা প্রতিবেদক : দেশের বিভিন্ন স্থানে সাম্প্রতিক পরিস্থিতি নিয়ে সংশ্লিষ্ট কর্তৃপক্ষ জানিয়েছে যে বিষয়টি খতিয়ে দেখা হচ্ছে এবং প্রয়োজনীয় ব্যবস্থা গ্রহণ করা হবে। স্থানীয় বাসিন্দারা বলছেন দীর্ঘদিন ধরে এ সমস্যা চলে আসছে কিন্তু কার্যকর কোনো উদ্যোগ নেওয়া হয়নি। সংশ্লিষ্টরা আশা করছেন দ্রুত সমাধান হবে এবং জনগণের দুর্ভোগ কমবে। এ বিষয়ে বিস্তারিত তথ্য সংগ্রহ করা হচ্ছে বলে জানানো হয়েছে। সরকারের বিভিন্ন দপ্তর বিষয়টি পর্যবেক্ষণ করছে এবং শিগগিরই নতুন নির্দেশনা জারি করা হতে পারে। ঢাকা প্রতিবেদক : দেশের বিভিন্ন স্থানে সাম্প্রতিক পরিস্থিতি নিয়ে সংশ্লিষ্ট কর্তৃপক্ষ জানিয়েছে যে বিষয়টি খতিয়ে দেখা হচ্ছে এবং প্রয়োজনীয় ব্যবস্থা গ্রহণ করা হবে। স্থানীয় বাসিন্দারা বলছেন দীর্ঘদিন ধরে এ সমস্যা চলে আসছে কিন্তু কার্যকর কোনো উদ্যোগ নেওয়া হয়নি। সংশ্লিষ্টরা আশা করছেন দ্রুত সমাধান হবে এবং জনগণের দুর্ভোগ কমবে। এ বিষয়ে বিস্তারিত তথ্য সংগ্রহ করা হচ্ছে বলে জানান [569,462,739,667]
article-body: ঢাকা প্রতিবেদক : দেশের বিভিন্ন স্থানে সাম্প্রতিক পরিস্থিতি নিয়ে সংশ্লিষ্ট কর্তৃপক্ষ জানিয়েছে যে বিষয়টি খতিয়ে দেখা হচ্ছে এবং প্রয়োজনীয় ব্যবস্থা গ্রহণ করা হবে। স্থানীয় বাসিন্দারা বলছেন দীর্ঘদিন ধরে এ সমস্যা চলে আসছে কিন্তু কার্যকর কোনো উদ্যোগ নেওয়া হয়নি। সংশ্লিষ্টরা আশা করছেন দ্রুত সমাধান হবে এবং জনগণের দুর্ভোগ কমবে। এ বিষয়ে বিস্তারিত তথ্য সংগ্রহ করা হচ্ছে বলে জানানো হয়েছে। সরকারের বিভিন্ন দপ্তর বিষয়টি পর্যবেক্ষণ করছে এবং শিগগিরই নতুন নির্দেশনা জারি করা হতে পারে। ঢাকা প্রতিবেদক : দেশের বিভিন্ন স্থানে সাম্প্রতিক পরিস্থিতি নিয়ে সংশ্লিষ্ট কর্তৃপক্ষ জানিয়েছে যে বিষয়টি খতিয়ে দেখা হচ্ছে এবং প্রয়োজনীয় ব্যবস্থা গ্রহণ করা হবে। স্থানীয় বাসিন্দারা বলছেন দীর্ঘদিন ধরে এ সমস্যা চলে আসছে কিন্তু কার্যকর কোনো উদ্যোগ নেওয়া হয়নি। সংশ্লিষ্টরা আশা করছেন দ্রুত সমাধান [14,1441,184,1623]
article-body: ঢাকা প্রতিবেদক : দেশের বিভিন্ন স্থানে সাম্প্রতিক পরিস্থিতি নিয়ে সংশ্লিষ্ট কর্তৃপক্ষ জানিয়েছে যে বিষয়টি খতিয়ে দেখা হচ্ছে এবং প্রয়োজনীয় ব্যবস্থা গ্রহণ করা হবে। স্থানীয় বাসিন্দারা বলছেন দীর্ঘদিন ধরে এ সমস্যা চলে আসছে কিন্তু কার্যকর কোনো উদ্যোগ নেওয়া হয়নি। সংশ্লিষ্টরা আশা করছেন দ্রুত সমাধান হবে এবং জনগণের দুর্ভোগ কমবে। এ বিষয়ে বিস্তারিত তথ্য সংগ্রহ করা হচ্ছে বলে জানানো হয়েছে। সরকারের বিভিন্ন দপ্তর বিষয়টি পর্যবেক্ষণ করছে এবং শিগগিরই নতুন নির্দেশনা জারি করা হতে পারে। ঢাকা প্রতিবেদক : দেশের বিভিন্ন স্থানে সাম্প্রতিক পরিস্থিতি নিয়ে সংশ্লিষ্ট কর্তৃপক্ষ জানিয়েছে যে বিষয়টি খতিয় [14,519,184,655]
article-body: ঢাকা প্রতিবেদক : দেশের বিভিন্ন স্থানে সাম্প্রতিক পরিস্থিতি নিয়ে সংশ্লিষ্ট কর্তৃপক্ষ জানিয়েছে যে বিষয়টি খতিয়ে দেখা হচ্ছে এবং প্রয়োজনীয় ব্যবস্থা গ্রহণ করা হবে। স্থানীয় বাসিন্দারা বলছেন দীর্ঘদিন ধরে এ সমস্যা চলে আসছে কিন্তু কার্যকর কোনো উদ্যোগ নেওয়া হয়নি। সংশ্লিষ্টরা আশা করছেন দ্রুত সমাধান হবে এবং জনগণের দুর্ভোগ কমবে। এ বিষয়ে বিস্তারিত তথ্য সংগ্রহ করা হচ্ছে বলে জানানো হয়েছে। সরকারের বিভিন্ন দপ্তর বিষয়টি পর্যবেক্ষণ করছে এবং শিগগিরই নতুন নির্দেশনা জারি করা হতে পারে। ঢাকা প্রতিবেদক : দেশের বিভিন্ন স্থানে সাম্প্রতিক পরিস্থিতি নিয়ে সংশ্লিষ্ট কর্তৃপক্ষ জানিয়েছে যে বিষয়টি খতিয়ে দেখা হচ্ছে এবং প্রয়োজনীয় ব্যবস্থা গ্রহণ করা হবে। স্থানীয় বাসিন্দারা বলছে [199,1290,369,1449]
dateline: ঢাকা, রোববার ৯ মার্চ ২০২৫ ইং [414,38,590,54]
column-3 [384,78,561,2409]
article-body: ঢাকা প্রতিবেদক : দেশের বিভিন্ন স্থানে সাম্প্রতিক পরিস্থিতি নিয়ে সংশ্লিষ্ট কর্তৃপক্ষ জানিয়েছে যে বিষয়টি খতিয়ে দেখা হচ্ছে এবং প্রয়োজনীয় ব্যবস্থা গ্রহণ করা হবে। স্থানীয় বাসিন্দারা বলছেন দীর্ঘদিন ধরে এ সমস্যা চলে আসছে কিন্তু কার্যকর কোনো উদ্যোগ নেওয়া হয়নি। সংশ্লিষ্টরা আশা করছেন দ্রুত সমাধান হবে এবং জনগণের দুর্ভোগ কমবে। এ বিষয়ে বিস্তারিত তথ্য সংগ্রহ করা হচ্ছে বলে জানানো হয়েছে। সরকারের বিভিন্ন দপ্তর বিষয়টি পর্যবেক্ষণ করছে এবং শিগগিরই নতুন নির্দেশনা জারি করা হতে পারে। ঢাকা প্রতিবেদক : দেশের বিভিন্ন স্থানে সাম্প্রতিক পরিস্থিতি নিয়ে সংশ্লিষ্ট কর্তৃপক্ষ জানিয়েছে যে বিষয়টি খতিয়ে দেখা হচ্ছে এবং প্রয়োজনীয় ব্যবস্থা গ্রহণ করা হবে। স্থানীয় বাসিন্দারা বলছেন দীর্ঘদিন ধরে এ সমস্যা চলে আসছে কিন্তু কার্যকর কোনো উদ্যোগ নেওয়া হয়নি। সংশ্লিষ্টরা আশা করছেন দ্রুত সমাধান হবে এবং জনগণের দুর্ভোগ কমবে। এ বিষয়ে বিস্তার [754,839,925,1032]
headline: আমার জীবনে গুরুত্বপূর্ণ [21,662,177,682]
article-body: ঢাকা প্রতিবেদক : দেশের বিভিন্ন স্থানে সাম্প্রতিক পরিস্থিতি নিয়ে সংশ্লিষ্ট কর্তৃপক্ষ জানিয়েছে যে বিষয়টি খতিয়ে দেখা হচ্ছে এবং প্রয়োজনীয় ব্যবস্থা গ্রহণ করা হবে। স্থানীয় বাসিন্দারা বলছেন দীর্ঘদিন ধরে এ সমস্যা চলে আসছে কিন্তু কার্যকর কোনো উদ্যোগ নেওয়া হয়নি। সংশ্লিষ্টরা আশা করছেন দ্রুত সমাধান হবে এবং জনগণের দুর্ভোগ কমবে। এ বিষয়ে বিস্তারিত তথ্য সংগ্রহ করা হচ্ছে বলে জানানো হয়েছে। সরকারের বিভিন্ন দপ্তর বিষয়টি পর্যবেক্ষণ করছে এবং শিগগিরই নতুন নির্দেশনা জারি করা হতে পারে। ঢাকা প [384,579,554,704]
section-title: আরো খবর [126,23,252,56]
article-body: ঢাকা প্রতিবেদক : দেশের বিভিন্ন স্থানে সাম্প্রতিক পরিস্থিতি নিয়ে সংশ্লিষ্ট কর্তৃপক্ষ জানিয়েছে যে বিষয়টি খতিয়ে দেখা হচ্ছে এবং প্রয়োজনীয় ব্যবস্থা গ্রহণ করা হবে। স্থানীয় বাসিন্দারা বলছেন দীর্ঘদিন ধরে এ সমস্যা চলে আসছে কিন্তু কার্যকর কোনো উদ্যোগ নেওয়া হয়নি। সংশ্লিষ্টরা আশা করছেন দ্রুত সমাধান হবে এবং জনগণের দুর্ভোগ কমবে। এ বিষয়ে বিস্তারিত তথ্য সংগ্রহ করা হচ্ছে বলে জানানো হয়েছে। সরকারের বিভিন্ন দপ্তর বিষয়টি পর্যবেক্ষণ করছে এবং শিগগিরই নতুন নির্দেশনা জারি করা হতে পারে। ঢাকা প্রতিবেদক : দেশের বিভিন্ন স্থানে সাম্প্রতিক পরিস্থিতি নিয়ে সংশ্লিষ্ট কর্তৃপক্ষ জানিয়েছে যে বিষয়টি খতিয়ে দেখা হচ্ছে এবং প্রয়োজনীয় ব্যবস্থা গ্রহণ করা হবে। স্থানীয় বাসিন্দারা বলছেন দীর্ঘদিন ধরে এ সমস্যা চলে আসছে কিন্তু কার্যকর কোনো উদ্যোগ নেওয়া হয়নি। সংশ্লিষ্টরা আশা করছেন দ্রুত সমাধান হবে এবং জনগণের দুর্ভোগ কমবে। এ বিষয়ে ব [199,2002,369,2195]
headline: জমি রেজিস্ট্রিতে অবৈধকে [754,1495,925,1538]
article-body: ঢাকা প্রতিবেদক : দেশের বিভিন্ন স্থানে সাম্প্রতিক পরিস্থিতি নিয়ে সংশ্লিষ্ট কর্তৃপক্ষ জানিয়েছে যে বিষয়টি খতিয়ে দেখা হচ্ছে এবং প্রয়োজনীয় ব্যবস্থা গ্রহণ করা হবে। স্থানীয় বাসিন্দারা বলছেন দীর্ঘদিন ধরে এ সমস্যা চলে আসছে কিন্তু কার্যকর কোনো উদ্যোগ নেওয়া হয়নি। সংশ্লিষ্টরা আশা করছেন দ্রুত সমাধান হবে এবং জনগণের দুর্ভোগ কমবে। এ বিষয়ে বিস্তারিত তথ্য সংগ্রহ করা হচ্ছে বলে জানানো হয়েছে। সরকারের বিভিন্ন দপ্তর বিষয়টি পর্যবেক্ষণ করছে এবং শিগগিরই নতুন নির্দেশনা জারি করা হতে পারে। ঢাকা প্রতিবেদক : দেশের বিভিন্ন স্থানে সাম্প্রতিক পরিস্থিতি নিয়ে সংশ্লিষ্ট কর্তৃপক্ষ জানিয়েছে যে বিষয়টি খতিয়ে দেখা হচ্ছে এবং প্রয়োজনীয় ব্যবস্থা গ্রহণ করা হবে। স্থানীয় বাসিন্দারা বলছেন দীর্ঘদিন ধরে এ সমস্যা চলে আসছে কিন্তু কার্যকর কোনো উদ্যোগ নেওয়া হয়নি। সংশ্লিষ্টরা আশা করছেন দ্রুত সমাধান হবে এ [569,78,739,260]
article-body: ঢাকা প্রতিবেদক : দেশের বিভিন্ন স্থানে সাম্প্রতিক পরিস্থিতি নিয়ে সংশ্লিষ্ট কর্তৃপক্ষ জানিয়েছে যে বিষয়টি খতিয়ে দেখা হচ্ছে এবং প্রয়োজনীয় ব্যবস্থা গ্রহণ করা হবে। স্থানীয় বাসিন্দারা বলছেন দীর্ঘদিন ধরে এ সমস্যা চলে আসছে কিন্তু কার্যকর কোনো উদ্যোগ নেওয়া হয়নি। সংশ্লিষ্টরা আশা করছেন দ্রুত সমাধান হবে এবং জনগণের দুর্ভোগ কমবে। এ বিষয়ে বিস্তারিত তথ্য সংগ্রহ করা হচ্ছে বলে জানানো হয়েছে। সরকারের বিভিন্ন দপ্তর বিষয়টি পর্যবেক্ষণ করছে এবং শিগগিরই নতুন নির্দেশনা জারি করা হতে পারে। ঢাকা প্রতিবেদক : দেশের বিভিন্ন স্থানে সাম্প্রতিক পরিস্থিতি নিয়ে সংশ্লিষ্ট কর্তৃপক্ষ জানিয়েছে যে বিষয়টি খতিয়ে দেখা হচ্ছে এবং প্রয়োজনীয় ব্যবস্থা গ্রহণ করা হবে। স্থানীয় বাসিন্দারা বলছেন দীর্ঘদিন ধরে এ সমস্যা চলে আসছে কিন্তু কার্যকর কোনো উদ্যোগ নেওয়া হয়নি। সংশ্লিষ্টরা আশা করছেন দ্রুত সমাধান হবে এবং জনগণের দুর্ভোগ কমবে। এ বিষয়ে বিস্তারিত তথ্য সংগ্রহ করা হচ্ছে বলে জানানো হয়েছে। সরকারের বিভিন্ন দপ্তর বিষয়টি পর্যবেক্ষণ করছে এবং শিগগিরই নতু [384,298,554,526]
article-body: ঢাকা প্রতিবেদক : দেশের বিভিন্ন স্থানে সাম্প্রতিক পরিস্থিতি নিয়ে সংশ্লিষ্ট কর্তৃপক্ষ জানিয়েছে যে বিষয়টি খতিয়ে দেখা হচ্ছে এবং প্রয়োজনীয় ব্যবস্থা গ্রহণ করা হবে। স্থানীয় বাসিন্দারা বলছেন দীর্ঘদিন ধরে এ সমস্যা চলে আসছে কিন্তু কার্যকর কোনো উদ্যোগ নেওয়া হয়নি। সংশ্লিষ্টরা আশা করছেন দ্রুত সমাধান হবে এবং জনগণের দুর্ভোগ কমবে। এ বিষয়ে বিস্তারিত তথ্য সংগ্রহ করা হচ্ছে বলে জানানো হয়েছে। সরকারের বিভিন্ন দপ্তর বিষয়টি পর্যবেক্ষণ করছে এবং শিগগিরই নতুন নির্দেশনা জারি করা হতে পারে। ঢাকা প্রতিবেদক : দেশের বিভিন্ন স্থানে সাম্প্রতিক পরিস্থিতি নিয়ে সংশ্লিষ্ট কর্তৃপক্ষ জানিয়েছে যে বিষয়টি খতিয়ে দেখা হচ্ছে এবং প্রয়োজনীয় ব্যবস্থা গ্রহণ [384,1209,554,1357]
logo-small-text: দৈনিক [904,15,927,25]
article-body: ঢাকা প্রতিবেদক : দেশের বিভিন্ন স্থানে সাম্প্রতিক পরিস্থিতি নিয়ে সংশ্লিষ্ট কর্তৃপক্ষ জানিয়েছে যে বিষয়টি খতিয়ে দেখা হচ্ছে এবং প্রয়োজনীয় ব্যবস্থা গ্রহণ করা হবে। স্থানীয় বাসিন্দারা বলছেন দীর্ঘদিন ধরে এ সমস্যা চলে আসছে কিন্তু কার্যকর কোনো উদ্যোগ নেওয়া হয়নি। সংশ্লিষ্টরা আশা করছেন দ্রুত সমাধান হবে এবং জনগণের দুর্ভোগ কমবে। এ বিষয়ে বিস্তারিত তথ্য সংগ্রহ করা হচ্ছে বলে জানানো হয়েছে। সরকারের বিভিন্ন দপ্তর বিষয়টি পর্যবেক্ষণ করছে এবং শিগগিরই নতুন নির্দেশনা জারি করা হতে পারে। ঢাকা প্রতিবেদক : দেশের বিভিন্ন স্থানে সাম্প্রতিক পরিস্থিতি নিয়ে সংশ্লিষ্ট কর্তৃপক্ষ জানিয়েছে যে বিষয়টি খতিয়ে দেখা হচ্ছে এবং প্রয়োজনীয় ব্যবস্থা গ্রহণ করা হবে। স্থানীয় বাসিন্দারা বলছেন দীর্ঘদিন ধরে এ সমস্যা চলে আসছে কিন্তু কার্যকর কোনো উদ্যোগ নেওয়া হয়ন [14,1229,184,1411]
article-body: ঢাকা প্রতিবেদক : দেশের বিভিন্ন স্থানে সাম্প্রতিক পরিস্থিতি নিয়ে সংশ্লিষ্ট কর্তৃপক্ষ জানিয়েছে যে বিষয়টি খতিয়ে দেখা হচ্ছে এবং প্রয়োজনীয় ব্যবস্থা গ্রহণ করা হবে। স্থানীয় বাসিন্দারা বলছেন দীর্ঘদিন ধরে এ সমস্যা চলে আসছে কিন্তু কার্যকর কোনো উদ্যোগ নেওয়া হয়নি। সংশ্লিষ্টরা আশা করছেন দ্রুত সমাধান হবে এবং জনগণের দুর্ভোগ কমবে। এ বিষয়ে বিস্তারিত তথ্য সংগ্রহ করা হচ্ছে বলে জানানো হয়েছে। সরকারের বিভিন্ন দপ্তর বিষয়টি পর্যবেক্ষণ করছে এবং শিগগিরই নতুন নির্দেশনা জারি করা হতে পারে। ঢাকা প্রতিবেদক : দেশের বিভিন্ন স্থানে সাম্প্রত [569,1306,739,1431]
article-body: ঢাকা প্রতিবেদক : দেশের বিভিন্ন স্থানে সাম্প্রতিক পরিস্থিতি নিয়ে সংশ্লিষ্ট কর্তৃপক্ষ জানিয়েছে যে বিষয়টি খতিয়ে দেখা হচ্ছে এবং প্রয়োজনীয় ব্যবস্থা গ্রহণ করা হবে। স্থানীয় বাসিন্দারা বলছেন দীর্ঘদিন ধরে এ সমস্যা চলে আসছে কিন্তু কার্যকর কোনো উদ্যোগ নেওয়া হয়নি। সংশ্লিষ্টরা আশা করছেন দ্রুত সমাধান হবে এবং জনগণের দুর্ভোগ কমবে। এ বিষয়ে বিস্তারিত তথ্য সংগ্রহ করা হচ্ছে বলে জানানো হয়েছে। সরকারের বিভিন্ন দপ্তর বিষয়টি পর্যবেক্ষণ করছে এবং শিগগিরই নতুন নির্দেশনা জারি করা হতে পারে। ঢাকা প্রতিবেদক : দেশের বিভিন্ন স্থানে সাম্প্রতিক পরিস্থিতি নিয়ে সংশ্লিষ্ট কর্তৃপক্ষ জানিয়েছে যে বিষয়টি খতিয়ে দেখা হচ্ছে এবং প্রয়োজনীয় ব্যবস্থা গ্রহণ করা হবে। স্থানীয় বাসিন্দারা বলছেন দীর্ঘদিন ধরে এ সমস্যা চলে আসছে কিন্তু কার্যকর কোনো উদ্যোগ নেওয়া হয়নি। সংশ্লিষ্টরা আশা করছেন দ্রুত সমাধান হবে এবং জনগণের দুর্ভোগ কমবে। এ বিষয়ে বিস্তারিত তথ্য সংগ্রহ করা হচ্ছে বলে জানানো হয়েছে। সরকারের বিভিন্ন দপ্তর বিষয়টি [754,1272,925,1488]
page-number: ২ [20,1,56,65]
headline: সিলেটে বাস [614,673,694,693]
article-body: ঢাকা প্রতিবেদক : দেশের বিভিন্ন স্থানে সাম্প্রতিক পরিস্থিতি নিয়ে সংশ্লিষ্ট কর্তৃপক্ষ জানিয়েছে যে বিষয়টি খতিয়ে দেখা হচ্ছে এবং প্রয়োজনীয় ব্যবস্থা গ্রহণ করা হবে। স্থানীয় বাসিন্দারা বলছেন দীর্ঘদিন ধরে এ সমস্যা চলে আসছে কিন্তু কার্যকর কোনো উদ্যোগ নেওয়া হয়নি। সংশ্লিষ্টরা আশা করছেন দ্রুত সমাধান হবে এবং জনগণের দুর্ভোগ কমবে। এ বিষয়ে বিস্তারিত তথ্য সংগ্রহ করা হচ্ছে বলে জানানো হয়েছে। সরকারের বিভিন্ন দপ্তর বিষয়টি পর্যবেক্ষণ করছে এবং শিগগিরই নতুন নির্দেশনা জারি করা হতে পারে। ঢাকা প্রতিবেদক : দেশের বিভিন্ন স্থানে সাম্প্রতিক পরিস্থিতি নিয়ে সংশ্লিষ্ট [14,378,184,514]
article-body: ঢাকা প্রতিবেদক : দেশের বিভিন্ন স্থানে সাম্প্রতিক পরিস্থিতি নিয়ে সংশ্লিষ্ট কর্তৃপক্ষ জানিয়েছে যে বিষয়টি খতিয়ে দেখা হচ্ছে এবং প্রয়োজনীয় ব্যবস্থা গ্রহণ করা হবে। স্থানীয় বাসিন্দারা বলছেন দীর্ঘদিন ধরে এ সমস্যা চলে আসছে কিন্তু কার্যকর কোনো উদ্যোগ নেওয়া হয়নি। সংশ্লিষ্টরা আশা করছেন দ্রুত সমাধান হবে এবং জনগণের দুর্ভোগ কমবে। এ বিষয়ে বিস্তারিত তথ্য সংগ্রহ করা হচ্ছে বলে জানানো হয়েছে। সরকারের বিভিন্ন দপ্তর বিষয়টি পর্যবেক্ষণ করছে এবং শিগগিরই নতুন নির্দেশনা জারি করা হতে পারে। ঢাকা প্রতিবেদক : দেশের বিভিন্ন স্থানে সাম্প্রতিক পরিস্থিতি নিয়ে সংশ্লিষ্ট কর্তৃপক্ষ জানিয়েছে যে বিষয়টি খতিয়ে দেখা হচ্ছে এবং প্রয়োজনীয় ব্যবস্থা গ্রহণ করা হবে। স্থানীয় বাসিন্দারা বলছেন দীর্ঘদিন ধরে এ সমস্যা চলে আসছে কিন্তু কার্যকর কোনো উদ্যোগ নেওয়া হয়নি। সংশ্লিষ্টরা আশা করছেন দ্রুত সমাধান হবে এবং জনগণের দুর্ভোগ কমবে। এ বিষয়ে বিস্তারিত তথ্য সংগ্রহ করা হচ্ছে বলে জানানো হয়েছে। সরকারের বিভিন্ন দপ্তর [199,78,369,294]
article-body: ঢাকা প্রতিবেদক : দেশের বিভিন্ন স্থানে সাম্প্রতিক পরিস্থিতি নিয়ে সংশ্লিষ্ট কর্তৃপক্ষ জানিয়েছে যে বিষয়টি খতিয়ে দেখা হচ্ছে এবং প্রয়োজনীয় ব্যবস্থা গ্রহণ করা হবে। স্থানীয় বাসিন্দারা বলছেন দীর্ঘদিন ধরে এ সমস্যা চলে আসছে কিন্তু কার্যকর কোনো উদ্যোগ নেওয়া হয়নি। সংশ্লিষ্টরা আশা করছেন দ্রুত সমাধান হবে এবং জনগণের দুর্ভোগ কমবে। এ বিষয়ে বিস্তারিত তথ্য সংগ্রহ করা হচ্ছে বলে জানানো হয়েছে। সরকারের বিভিন্ন দপ্তর বিষয়টি পর্যবেক্ষণ করছে এবং শিগগিরই নতুন নির্দেশনা জারি করা হতে পারে। ঢাক [199,519,369,633]
article-body: ঢাকা প্রতিবেদক : দেশের বিভিন্ন স্থানে সাম্প্রতিক পরিস্থিতি নিয়ে সংশ্লিষ্ট কর্তৃপক্ষ জানিয়েছে যে বিষয়টি খতিয়ে দেখা হচ্ছে এবং প্রয়োজনীয় ব্যবস্থা গ্রহণ করা হবে। স্থানীয় বাসিন্দারা বলছেন দীর্ঘদিন ধরে এ সমস্যা চলে আসছে কিন্তু কার্যকর কোনো উদ্যোগ নেওয়া হয়নি। সংশ্লিষ্টরা আশা করছেন দ্রুত সমাধান হবে এবং জনগণের দুর্ভোগ কমবে। এ বিষয়ে বিস্তারিত তথ্য সংগ্রহ করা হচ্ছে বলে জানানো হয়েছে। সরকারের বিভিন্ন দপ্তর বিষয়টি পর্যবেক্ষণ করছে এবং শিগগিরই নতুন নির্দেশনা জারি করা হতে পারে। ঢাকা প্রতিবেদক : দেশের বিভিন্ন স্থানে সাম্প্রতিক পরিস্থিতি নিয়ে সংশ্লিষ্ট কর্তৃপক্ষ জানিয়েছে যে বিষয়টি খতিয়ে দেখা [384,1031,554,1179]
article-body: ঢাকা প্রতিবেদক : দেশের বিভিন্ন স্থানে সাম্প্রতিক পরিস্থিতি নিয়ে সংশ্লিষ্ট কর্তৃপক্ষ জানিয়েছে যে বিষয়টি খতিয়ে দেখা হচ্ছে এবং প্রয়োজনীয় ব্যবস্থা গ্রহণ করা হবে। স্থানীয় বাসিন্দারা বলছেন দীর্ঘদিন ধরে এ সমস্যা চলে আসছে কিন্তু কার্যকর কোনো উদ্যোগ নেওয়া হয়নি। সংশ্লিষ্টরা আশা করছেন দ্রুত সমাধান হবে এবং জনগণের দুর্ভোগ কমবে। এ বিষয়ে বিস্তারিত তথ্য সংগ্রহ করা হচ্ছে বলে জানানো হয়েছে। সরকারের বিভিন্ন দপ্তর বিষয়টি পর্যবেক্ষণ করছে এবং শিগগিরই নতুন নির্দেশনা জারি করা হতে পারে। ঢাকা প্রতিবেদক : দেশের বিভিন্ন স্থানে সাম্প্রতিক পরিস্থিতি নিয়ে সংশ্লিষ্ট কর্তৃপক্ষ জানিয়েছে যে বিষয়টি খতিয়ে দেখা হচ্ছে এবং প্রয়োজনীয় ব্যবস্থা গ্রহণ করা হবে। স্থানীয় বাসিন্দারা বলছেন দীর্ঘদিন ধরে এ সমস্যা চলে আসছে কিন্তু কার্যকর কোনো উদ্যোগ নেওয়া হয়নি। সংশ্লিষ্টরা আশা করছেন দ্রুত সমাধান হবে এবং জনগণের দুর্ভোগ কমবে। এ বিষয়ে বিস্তারিত তথ্য সংগ্রহ করা হচ্ছে বলে [14,1826,184,2031]
article-body: ঢাকা প্রতিবেদক : দেশের বিভিন্ন স্থানে সাম্প্রতিক পরিস্থিতি নিয়ে সংশ্লিষ্ট কর্তৃপক্ষ জানিয়েছে যে বিষয়টি খতিয়ে দেখা হচ্ছে এবং প্রয়োজনীয় ব্যবস্থা গ্রহণ করা হবে। স্থানীয় বাসিন্দারা বলছেন দীর্ঘদিন ধরে এ সমস্যা চলে আসছে কিন্তু কার্যকর কোনো উদ্যোগ নেওয়া হয়নি। সংশ্লিষ্টরা আশা করছেন দ্রুত সমাধান হবে এবং জনগণের দুর্ভোগ কমবে। এ বিষয়ে বিস্তারিত তথ্য সংগ্রহ করা হচ্ছে বলে জানানো হয়েছে। সরকারের বিভিন্ন দপ্তর বিষয়টি পর্যবেক্ষণ করছে এবং শিগগিরই নতুন নির্দেশনা জারি করা হতে পারে। ঢাকা প্রতিবেদক : দেশের বিভিন্ন স্থানে সাম্প্রতিক পরিস্থিতি নিয়ে সংশ্লিষ্ট কর্তৃপক্ষ জানিয়েছে যে বিষয়টি খতিয়ে দেখা হচ্ছে এবং প্রয়োজনীয় ব্যবস্থা গ্রহণ করা হবে। স্থানীয় বাসিন্দারা বলছেন দীর্ঘদিন ধরে এ সমস্যা চলে আসছে কিন্তু কার্যকর কোনো উদ্যোগ নেওয়া হয়নি। সংশ্লিষ্টরা আশা করছেন দ্রুত সমাধান হবে এবং জনগণের দুর্ভোগ কমবে। এ বিষয়ে বিস্তারিত তথ্য সংগ্রহ করা হচ্ছে বলে জা [199,2200,369,2404]
article-body: ঢাকা প্রতিবেদক : দেশের বিভিন্ন স্থানে সাম্প্রতিক পরিস্থিতি নিয়ে সংশ্লিষ্ট কর্তৃপক্ষ জানিয়েছে যে বিষয়টি খতিয়ে দেখা হচ্ছে এবং প্রয়োজনীয় ব্যবস্থা গ্রহণ করা হবে। স্থানীয় বাসিন্দারা বলছেন দীর্ঘদিন ধরে এ সমস্যা চলে আসছে কিন্তু কার্যকর কোনো উদ্যোগ নেওয়া হয়নি। সংশ্লিষ্টরা আশা করছেন দ্রুত সমাধান হবে এবং জনগণের দুর্ভোগ কমবে। এ বিষয়ে বিস্তারিত তথ্য সংগ্রহ করা হচ্ছে বলে জানানো হয়েছে। সরকারের বিভিন্ন দপ্তর বিষয়টি পর্যবেক্ষণ করছে এবং শিগগিরই নতুন নির্দেশনা জারি করা হতে পারে। [14,131,184,244]
article-body: ঢাকা প্রতিবেদক : দেশের বিভিন্ন স্থানে সাম্প্রতিক পরিস্থিতি নিয়ে সংশ্লিষ্ট কর্তৃপক্ষ জানিয়েছে যে বিষয়টি খতিয়ে দেখা হচ্ছে এবং প্রয়োজনীয় ব্যবস্থা গ্রহণ করা হবে। স্থানীয় বাসিন্দারা বলছেন দীর্ঘদিন ধরে এ সমস্যা চলে আসছে কিন্তু কার্যকর কোনো উদ্যোগ নেওয়া হয়নি। সংশ্লিষ্টরা আশা করছেন দ্রুত সমাধান হবে এবং জনগণের দুর্ভোগ কমবে। এ বিষয়ে বিস্তারিত তথ্য সংগ্রহ করা হচ্ছে বলে জানানো হয়েছে। সরকারের বিভিন্ন দপ্তর বিষয়টি পর্যবেক্ষণ করছে এবং শিগগিরই নতুন নির্দেশনা জারি করা হতে পারে। ঢাকা প্রতিবেদক : দেশের বিভিন্ন স্থানে সাম্প্রতিক পরিস্থিতি নিয়ে সংশ্লিষ্ট কর্তৃপক্ষ জানিয়েছে যে বিষয়টি খতিয়ে দেখা হচ্ছে এবং প্রয়োজনীয় ব্যবস্থা গ্রহণ কর [569,1760,739,1908]
article-columns [14,78,931,2404]
article-body: ঢাকা প্রতিবেদক : দেশের বিভিন্ন স্থানে সাম্প্রতিক পরিস্থিতি নিয়ে সংশ্লিষ্ট কর্তৃপক্ষ জানিয়েছে যে বিষয়টি খতিয়ে দেখা হচ্ছে এবং প্রয়োজনীয় ব্যবস্থা গ্রহণ করা হবে। স্থানীয় বাসিন্দারা বলছেন দীর্ঘদিন ধরে এ সমস্যা চলে আসছে কিন্তু কার্যকর কোনো উদ্যোগ নেওয়া হয়নি। সংশ্লিষ্টরা আশা করছেন দ্রুত সমাধান হবে এবং জনগণের দুর্ভোগ কমবে। এ বিষয়ে বিস্তারিত তথ্য সংগ্রহ করা হচ্ছে বলে জানানো হয়েছে। সরকারের বিভিন্ন দপ্তর বিষয়টি পর্যবেক্ষণ করছে এবং শিগগিরই নতুন নির্দেশনা জারি করা হতে পারে। ঢাকা প্রতিবেদক : দেশের বিভিন্ন স্থানে সাম্প্রতিক পরিস্থিতি নিয়ে সংশ্লিষ্ট কর্তৃ [384,864,554,1001]
article-body: ঢাকা প্রতিবেদক : দেশের বিভিন্ন স্থানে সাম্প্রতিক পরিস্থিতি নিয়ে সংশ্লিষ্ট কর্তৃপক্ষ জানিয়েছে যে বিষয়টি খতিয়ে দেখা হচ্ছে এবং প্রয়োজনীয় ব্যবস্থা গ্রহণ করা হবে। স্থানীয় বাসিন্দারা বলছেন দীর্ঘদিন ধরে এ সমস্যা চলে আসছে কিন্তু কার্যকর কোনো উদ্যোগ নেওয়া হয়নি। সংশ্লিষ্টরা আশা করছেন দ্রুত সমাধান হবে এবং জনগণের দুর্ভোগ কমবে। এ বিষয়ে বিস্তারিত তথ্য সংগ্রহ করা হচ্ছে বলে জানানো হয়েছে। সরকারের বিভিন্ন দপ্তর বিষয়টি পর্যবেক্ষণ করছে এবং শিগগিরই নতুন নির্দেশনা জারি করা হতে পারে। ঢাকা প্রতিবেদক : দেশের বিভিন্ন স্থানে সাম্প্রতিক পরিস্থিতি নিয়ে সংশ্লিষ্ট কর্তৃপক্ষ জানিয়েছে যে বিষয়টি খতিয়ে দেখা হচ্ছে এবং প্রয়োজনীয় ব্যবস্থা গ্রহণ করা হবে। স্থানীয় বাসিন্দারা বলছেন দীর্ঘদিন ধরে এ সমস্যা চলে আসছে কিন্তু কার্যকর কোনো উদ্যোগ নেওয়া হয়নি। সংশ্লি [754,477,925,648]
headline: যুব উন্নয়ন অধিদপ্তরের [397,1185,541,1205]
